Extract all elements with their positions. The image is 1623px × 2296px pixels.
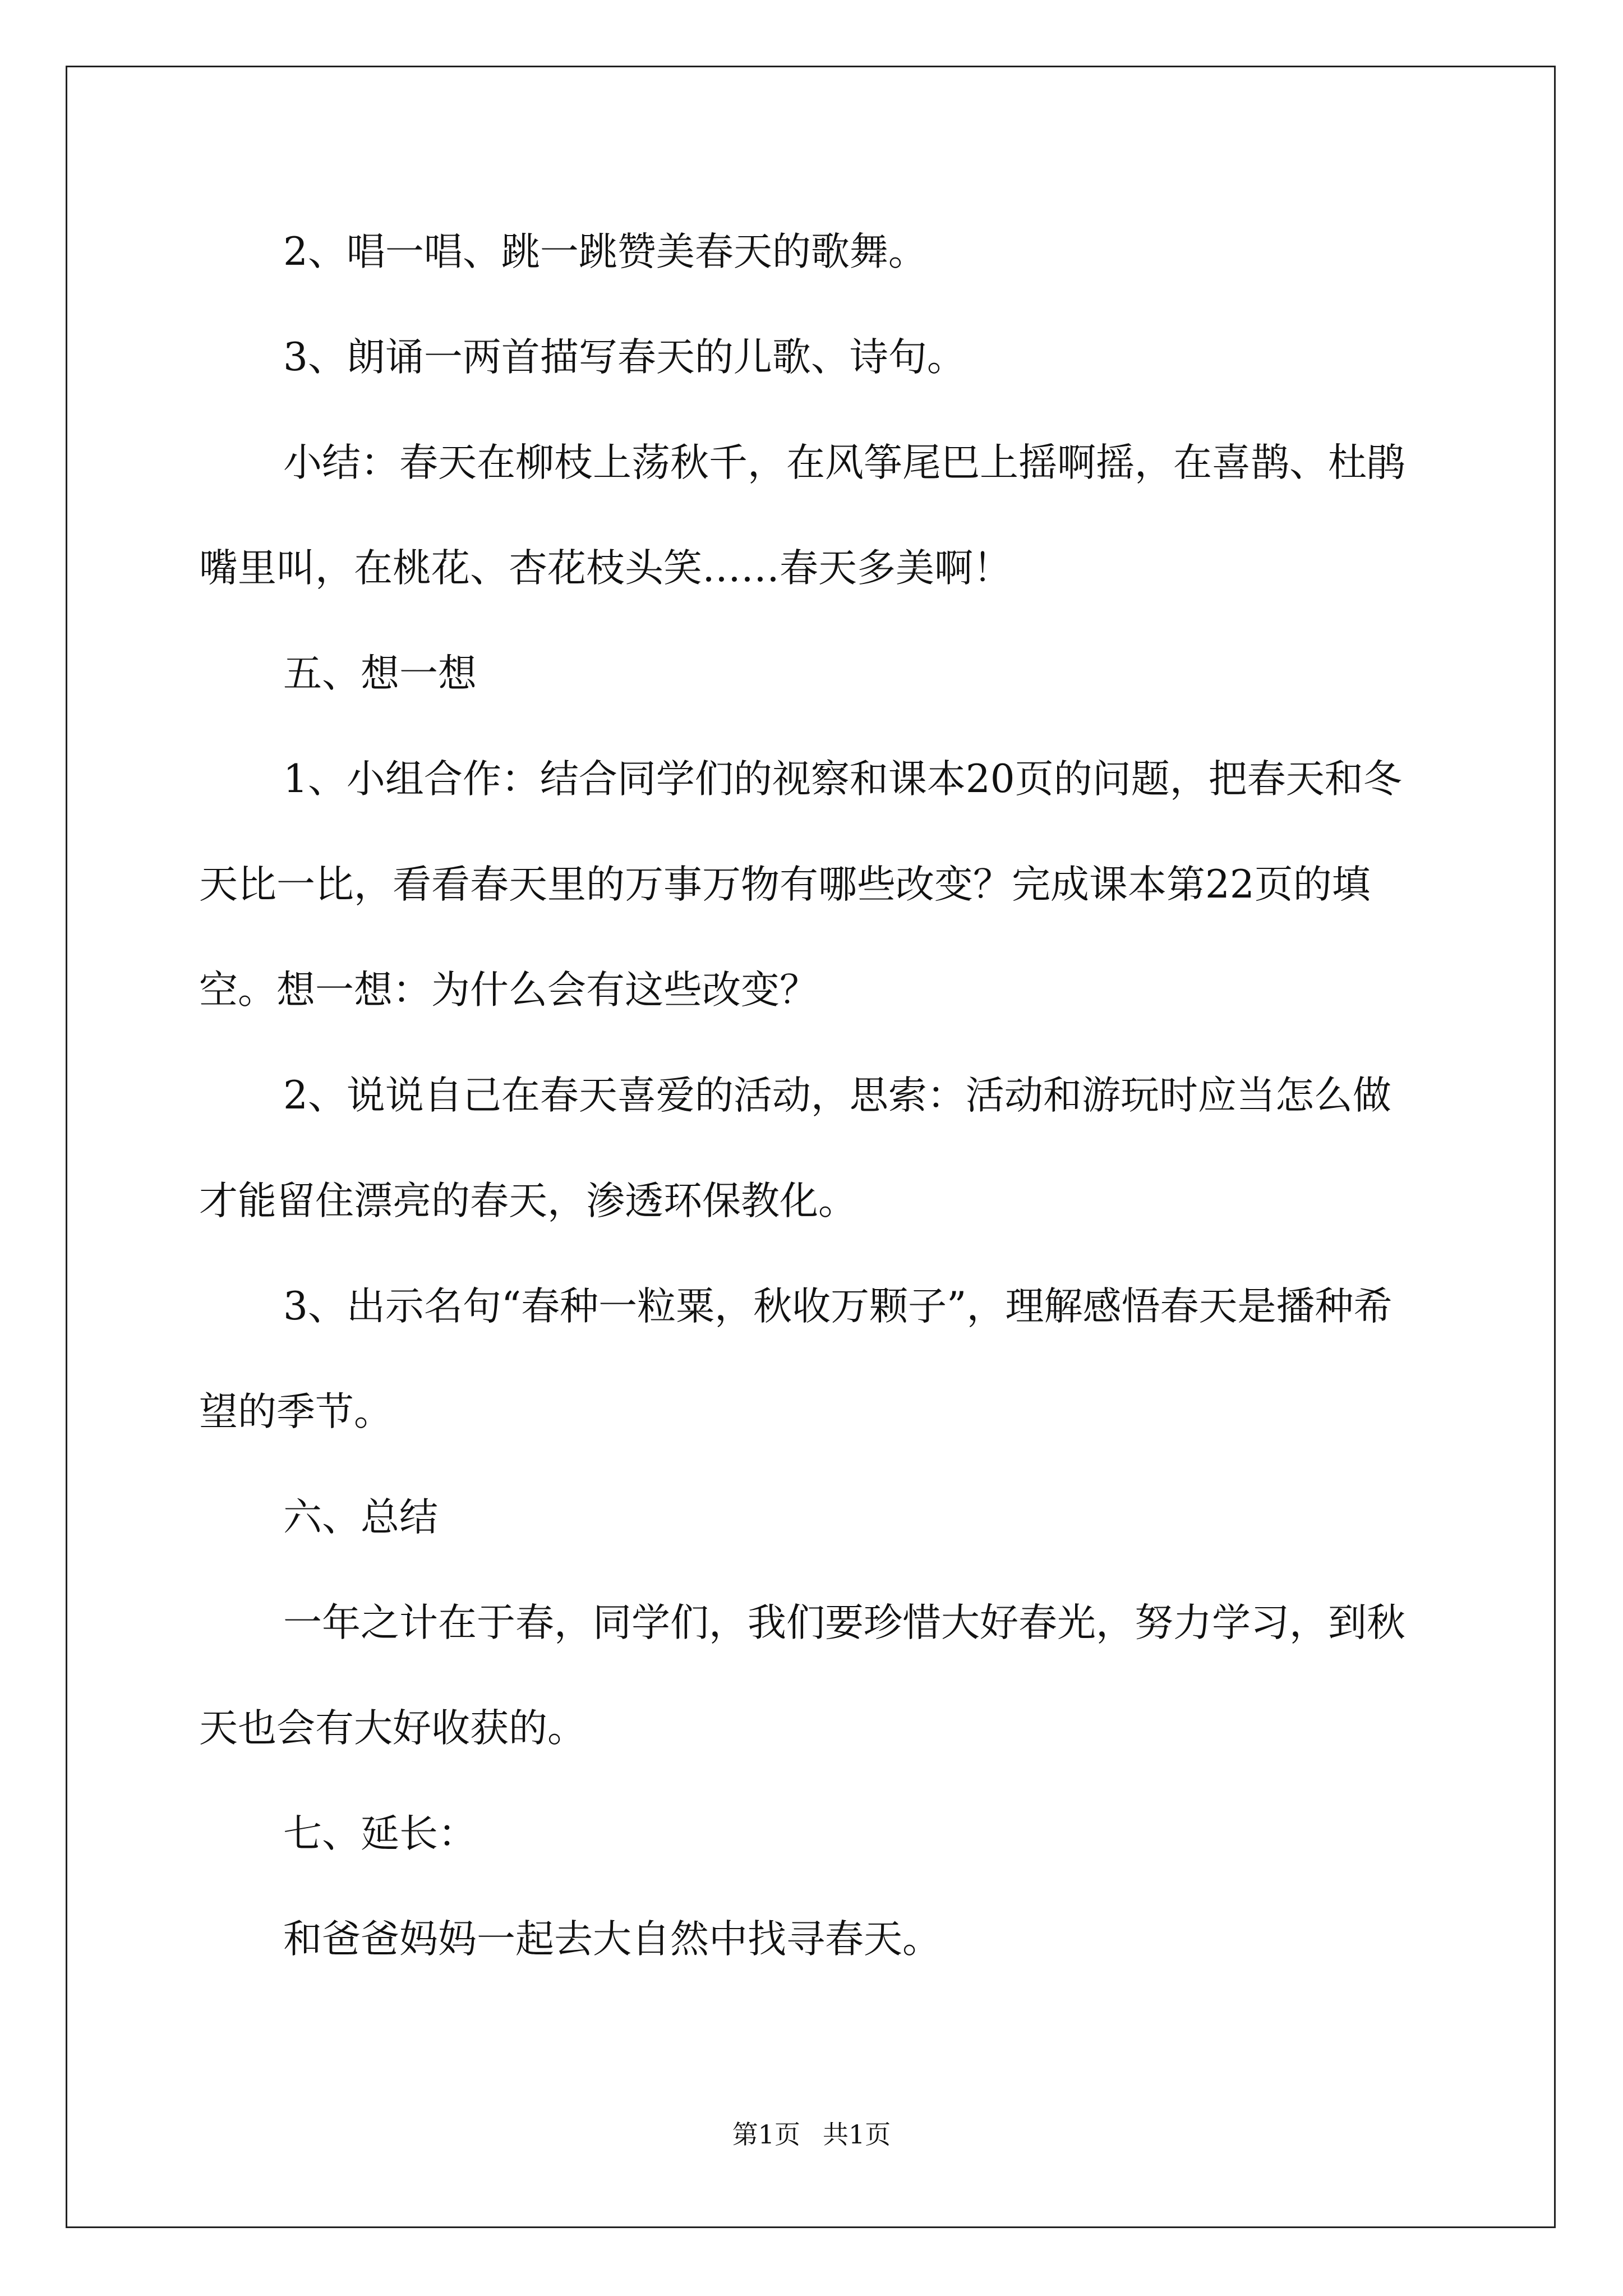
- paragraph-7: 3、出示名句“春种一粒粟，秋收万颗子”，理解感悟春天是播种希望的季节。: [199, 1284, 1393, 1434]
- page-number-current: 第1页: [732, 2119, 800, 2150]
- paragraph-6: 2、说说自己在春天喜爱的活动，思索：活动和游玩时应当怎么做才能留住漂亮的春天，渗透环保教化。: [199, 1073, 1391, 1223]
- page-footer: [0, 2118, 1623, 2151]
- section-heading-6: 六、总结: [283, 1495, 438, 1540]
- paragraph-3: 小结：春天在柳枝上荡秋千，在风筝尾巴上摇啊摇，在喜鹊、杜鹃嘴里叫，在桃花、杏花枝头笑……春天多美啊！: [199, 440, 1405, 591]
- paragraph-11: 和爸爸妈妈一起去大自然中找寻春天。: [283, 1917, 941, 1962]
- paragraph-9: 一年之计在于春，同学们，我们要珍惜大好春光，努力学习，到秋天也会有大好收获的。: [199, 1600, 1405, 1751]
- section-heading-5: 五、想一想: [283, 651, 477, 696]
- paragraph-2: 3、朗诵一两首描写春天的儿歌、诗句。: [283, 335, 966, 380]
- section-heading-7: 七、延长：: [283, 1811, 477, 1856]
- paragraph-1: 2、唱一唱、跳一跳赞美春天的歌舞。: [283, 229, 927, 274]
- page-number-total: 共1页: [823, 2119, 891, 2150]
- paragraph-5: 1、小组合作：结合同学们的视察和课本20页的问题，把春天和冬天比一比，看看春天里的万事万物有哪些改变？完成课本第22页的填空。想一想：为什么会有这些改变？: [199, 757, 1402, 1013]
